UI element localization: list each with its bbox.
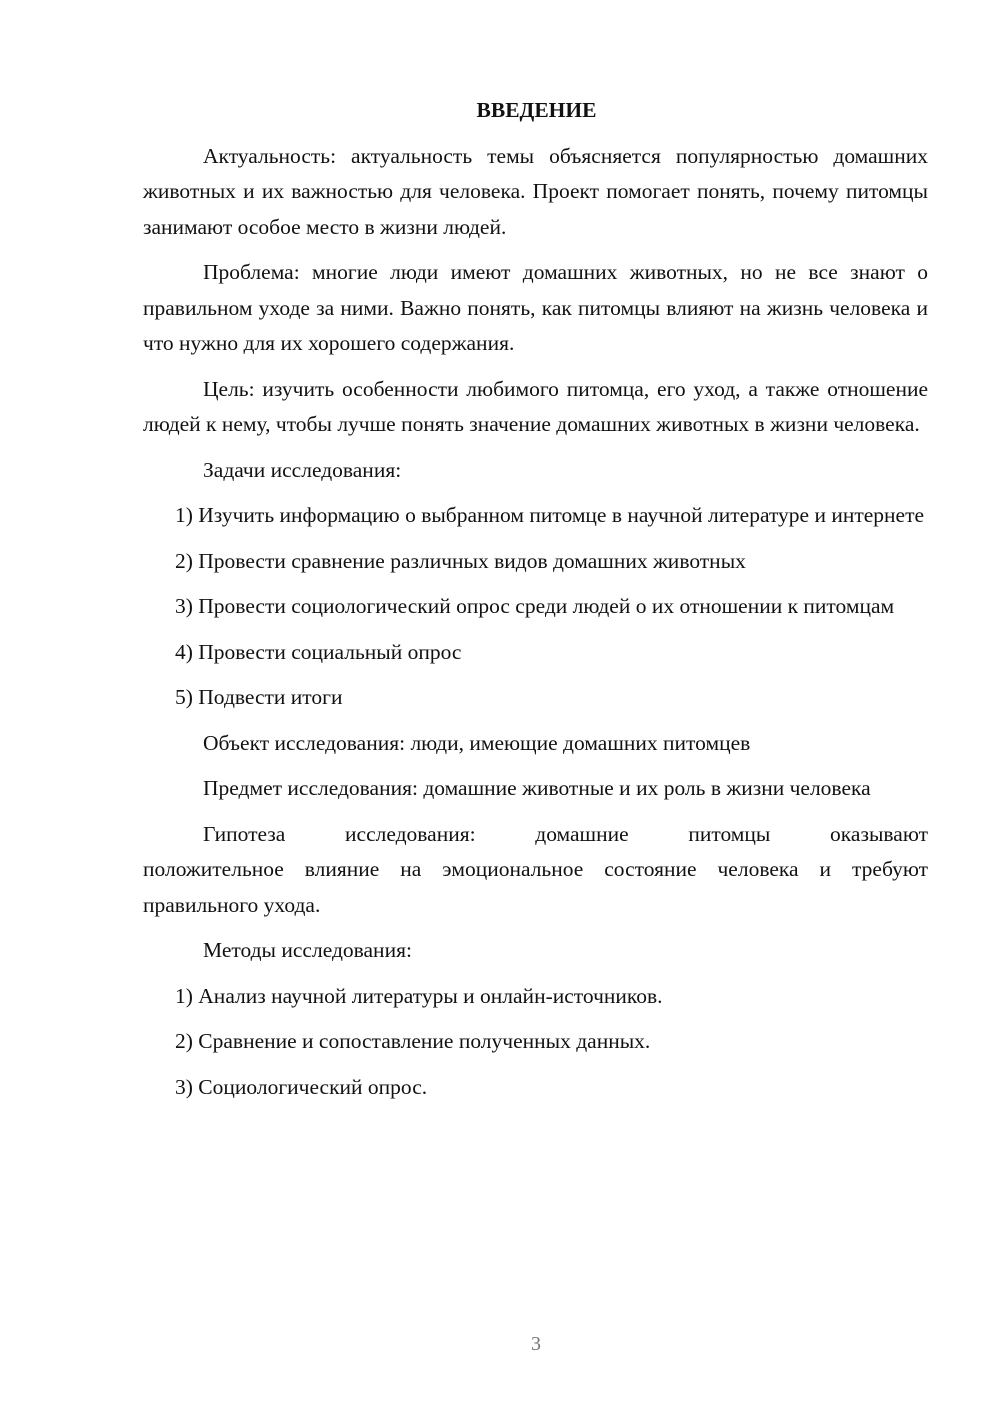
task-item-4: 4) Провести социальный опрос (175, 639, 462, 664)
hypothesis-first-line: Гипотеза исследования: домашние питомцы оказывают (203, 821, 928, 846)
method-item-3: 3) Социологический опрос. (175, 1074, 428, 1099)
methods-heading: Методы исследования: (203, 938, 412, 962)
task-item-1: 1) Изучить информацию о выбранном питомце в научной литературе и интернете (175, 503, 925, 527)
problem-paragraph: Проблема: многие люди имеют домашних животных, но не все знают о правильном уходе за ними. Важно понять, как питомцы влияют на жизнь человека и что нужно для их хорошего содержания. (143, 260, 928, 355)
section-title: ВВЕДЕНИЕ (476, 98, 597, 122)
object-paragraph: Объект исследования: люди, имеющие домашних питомцев (203, 730, 751, 755)
method-item-1: 1) Анализ научной литературы и онлайн-источников. (175, 983, 663, 1008)
hypothesis-paragraph (143, 817, 928, 924)
relevance-paragraph: Актуальность: актуальность темы объясняется популярностью домашних животных и их важностью для человека. Проект помогает понять, почему питомцы занимают особое место в жизни людей. (143, 143, 928, 239)
task-item-2: 2) Провести сравнение различных видов домашних животных (175, 548, 746, 573)
document-body (143, 93, 928, 1115)
hypothesis-continuation: положительное влияние на эмоциональное состояние человека и требуют правильного ухода. (143, 857, 928, 917)
task-item-5: 5) Подвести итоги (175, 685, 343, 709)
method-item-2: 2) Сравнение и сопоставление полученных данных. (175, 1029, 651, 1053)
task-item-3: 3) Провести социологический опрос среди людей о их отношении к питомцам (175, 594, 895, 618)
subject-paragraph: Предмет исследования: домашние животные и их роль в жизни человека (203, 776, 871, 800)
tasks-heading: Задачи исследования: (203, 457, 402, 482)
page-number: 3 (531, 1333, 541, 1355)
goal-paragraph: Цель: изучить особенности любимого питомца, его уход, а также отношение людей к нему, чтобы лучше понять значение домашних животных в жизни человека. (143, 376, 928, 436)
